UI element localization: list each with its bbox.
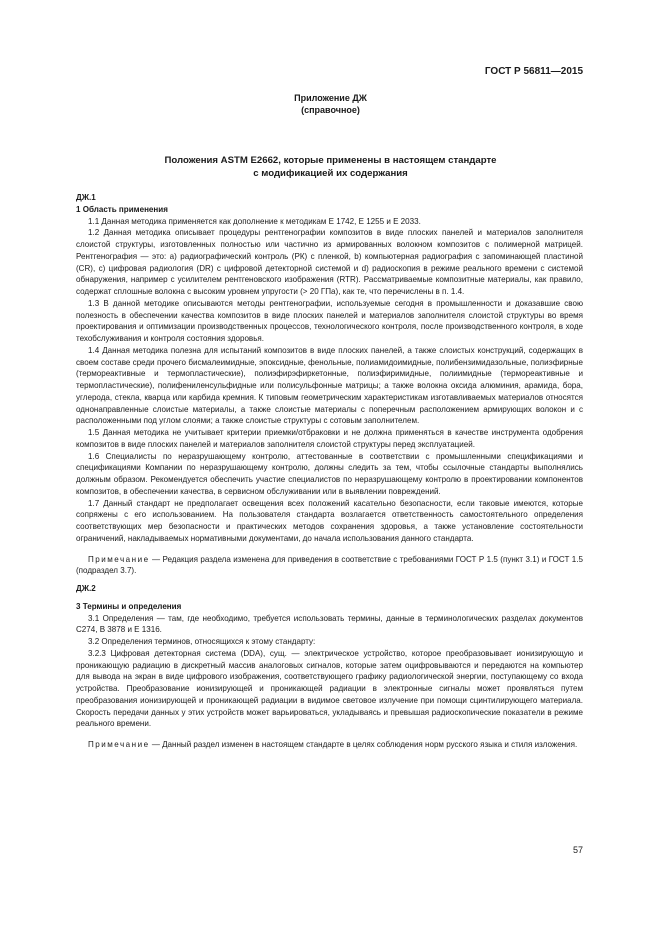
document-title bbox=[0, 154, 661, 180]
section-label-dzh1: ДЖ.1 bbox=[76, 193, 96, 202]
document-body bbox=[76, 192, 583, 751]
page-number: 57 bbox=[572, 845, 583, 855]
paragraph-3-2: 3.2 Определения терминов, относящихся к этому стандарту: bbox=[88, 637, 316, 646]
paragraph-1-5: 1.5 Данная методика не учитывает критерии приемки/отбраковки и не должна применяться в качестве инструмента одобрения композитов в виде плоских панелей и материалов заполнителя слоистой структуры перед эксплуатацией. bbox=[76, 428, 583, 449]
section-heading-scope: 1 Область применения bbox=[76, 204, 168, 214]
note-section-1 bbox=[76, 554, 583, 578]
paragraph-1-6: 1.6 Специалисты по неразрушающему контролю, аттестованные в соответствии с промышленными спецификациями и спецификациями Компании по неразрушающему контролю, должны следить за тем, чтобы ссылочные стандарты выполнялись должным образом. Рекомендуется обеспечить участие специалистов по неразрушающему контролю в проектировании компонентов композитов, в обеспечении качества, в сервисном обслуживании или в выявлении повреждений. bbox=[76, 451, 583, 496]
annex-title: Приложение ДЖ bbox=[294, 93, 367, 103]
note-label: Примечание bbox=[88, 554, 150, 564]
paragraph-1-4: 1.4 Данная методика полезна для испытаний композитов в виде плоских панелей, а также слоистых конструкций, содержащих в своем составе среди прочего бисмалеимидные, эпоксидные, фенольные, полиамидоимидные, полибензимидазольные, полиэфирные (термореактивные и термопластические), полиэфирэфиркетонные, полиэфиримидные, полиимидные (термореактивные и термопластические), полифениленсульфидные или полисульфонные матрицы; а также волокна оксида алюминия, арамида, бора, углерода, стекла, кварца или карбида кремния. К типовым геометрическим характеристикам изготавливаемых материалов относятся однонаправленные слоистые материалы, а также слоистые материалы с поперечным расположением армирующих волокон и с расположенными под углом слоями; а также слоистые структуры с сотовым заполнителем. bbox=[76, 345, 583, 426]
note-text: — Данный раздел изменен в настоящем стандарте в целях соблюдения норм русского языка и стиля изложения. bbox=[149, 740, 578, 749]
paragraph-3-2-3: 3.2.3 Цифровая детекторная система (DDA), сущ. — электрическое устройство, которое преобразовывает ионизирующую и проникающую радиацию в дискретный массив аналоговых сигналов, которые затем оцифровываются и передаются на компьютер для вывода на экран в виде цифрового изображения, соответствующего графику радиологической энергии, поступающему со входа устройства. Преобразование ионизирующей и проникающей радиации в электронные сигналы может проявляться путем преобразования ионизирующей и проникающей радиации в видимое световое излучение при помощи сцинтилирующего материала. Скорость передачи данных у этих устройств может варьироваться, укладываясь и превышая радиоскопические показатели в режиме реального времени. bbox=[76, 648, 583, 729]
section-label-dzh2: ДЖ.2 bbox=[76, 584, 96, 593]
note-label: Примечание bbox=[88, 740, 150, 749]
document-title-line-2: с модификацией их содержания bbox=[253, 168, 408, 179]
paragraph-3-1: 3.1 Определения — там, где необходимо, требуется использовать термины, данные в терминологических разделах документов С274, В 3878 и Е 1316. bbox=[76, 613, 583, 635]
paragraph-1-7: 1.7 Данный стандарт не предполагает освещения всех положений касательно безопасности, если таковые имеются, которые сопряжены с его использованием. На пользователя стандарта возлагается ответственность самостоятельного определения соответствующих мер безопасности и практических методов сохранения здоровья, а также установление состоятельности ограничений, накладываемых нормативными документами, до начала использования данного стандарта. bbox=[76, 498, 583, 543]
paragraph-1-1: 1.1 Данная методика применяется как дополнение к методикам E 1742, E 1255 и E 2033. bbox=[88, 216, 421, 226]
note-text: — Редакция раздела изменена для приведения в соответствие с требованиями ГОСТ Р 1.5 (пункт 3.1) и ГОСТ 1.5 (подраздел 3.7). bbox=[76, 554, 583, 576]
annex-subtitle: (справочное) bbox=[301, 105, 360, 115]
paragraph-1-2: 1.2 Данная методика описывает процедуры рентгенографии композитов в виде плоских панелей и материалов заполнителя слоистой структуры, изготовленных полностью или частично из армированных волокном композитов с полимерной матрицей. Рентгенография — это: a) радиографический контроль (РК) с пленкой, b) компьютерная радиография с запоминающей пластиной (CR), c) цифровая радиология (DR) с цифровой детекторной системой и d) радиоскопия в режиме реального времени с системой обнаружения, например с усилителем рентгеновского изображения (RTR). Рассматриваемые композитные материалы, как правило, содержат сплошные волокна с высоким уровнем упругости (> 20 ГПа), как те, что перечислены в п. 1.4. bbox=[76, 228, 583, 296]
note-section-2 bbox=[76, 739, 583, 751]
annex-heading bbox=[0, 92, 661, 116]
document-title-line-1: Положения ASTM E2662, которые применены в настоящем стандарте bbox=[164, 155, 497, 166]
section-heading-terms: 3 Термины и определения bbox=[76, 601, 182, 611]
standard-number: ГОСТ Р 56811—2015 bbox=[484, 66, 583, 77]
paragraph-1-3: 1.3 В данной методике описываются методы рентгенографии, используемые сегодня в промышленности и доказавшие свою полезность в обеспечении качества композитов в виде плоских панелей и материалов заполнителя слоистой структуры во время проектирования и оптимизации производственных процессов, технологического контроля, после производственного контроля, в ходе техобслуживания и контроля состояния здоровья. bbox=[76, 298, 583, 343]
